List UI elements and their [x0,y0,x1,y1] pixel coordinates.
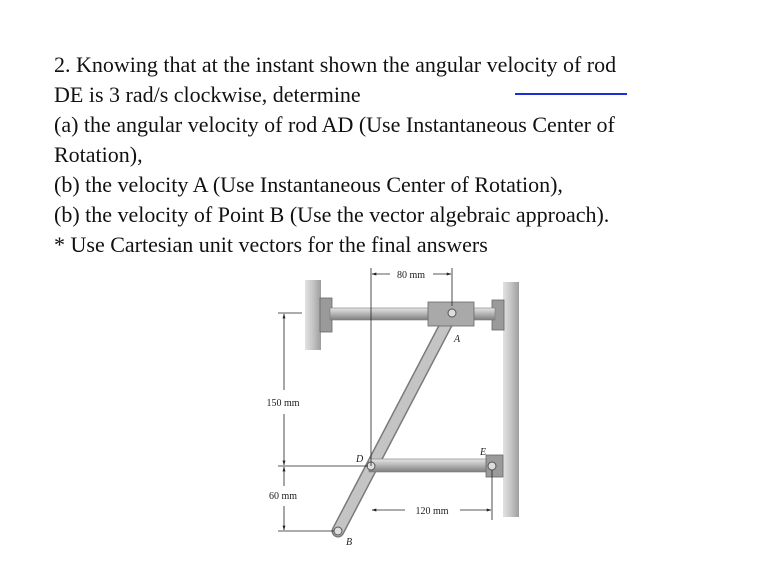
pin-b [334,527,342,535]
point-d-label: D [356,454,364,465]
right-wall [503,282,519,517]
problem-line-2: DE is 3 rad/s clockwise, determine [54,82,361,107]
problem-line-1: 2. Knowing that at the instant shown the angular velocity of rod [54,52,617,77]
dim-60mm-label: 60 mm [268,491,298,502]
left-wall [305,280,321,350]
problem-line-4: Rotation), [54,142,143,167]
problem-line-5: (b) the velocity A (Use Instantaneous Center of Rotation), [54,172,563,197]
dim-150mm-label: 150 mm [266,398,300,409]
problem-line-7: * Use Cartesian unit vectors for the final answers [54,232,488,257]
dim-120mm-label: 120 mm [415,506,449,517]
point-b-label: B [346,537,353,548]
point-a-label: A [454,334,461,345]
problem-line-6: (b) the velocity of Point B (Use the vector algebraic approach). [54,202,610,227]
pin-e [488,462,496,470]
pin-a [448,309,456,317]
rod-ad [338,313,452,531]
dim-80mm-label: 80 mm [396,270,426,281]
point-e-label: E [480,447,487,458]
problem-line-3: (a) the angular velocity of rod AD (Use Instantaneous Center of [54,112,615,137]
rod-de [369,459,496,472]
